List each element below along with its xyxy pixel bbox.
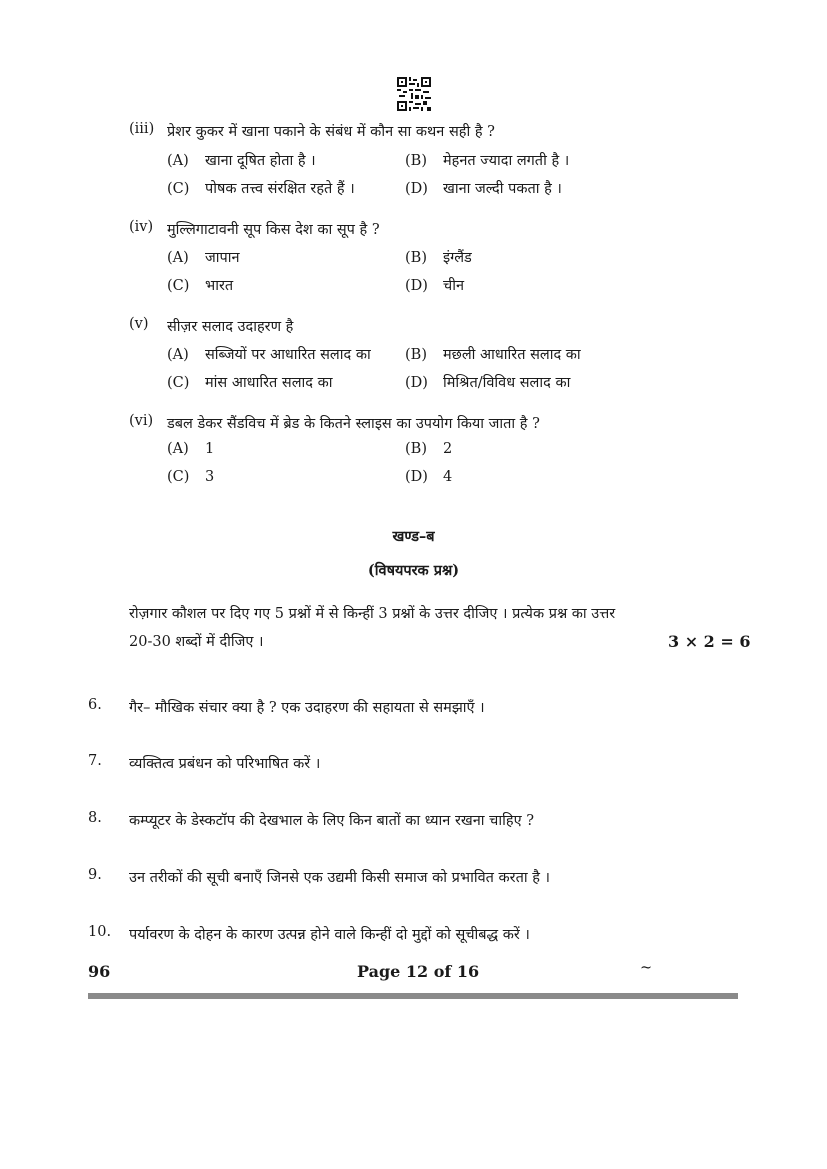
question-number: 7.: [88, 753, 102, 769]
question-number: (iv): [129, 219, 154, 235]
question-text: पर्यावरण के दोहन के कारण उत्पन्न होने वाले किन्हीं दो मुद्दों को सूचीबद्ध करें ।: [129, 927, 530, 943]
question-number: (iii): [129, 121, 155, 137]
question-number: 9.: [88, 867, 102, 883]
paper-code: 96: [88, 962, 111, 981]
option-d: (D) खाना जल्दी पकता है ।: [405, 181, 562, 197]
question-text: कम्प्यूटर के डेस्कटॉप की देखभाल के लिए किन बातों का ध्यान रखना चाहिए ?: [129, 813, 534, 829]
option-a: (A) खाना दूषित होता है ।: [167, 153, 316, 169]
question-number: 6.: [88, 697, 102, 713]
question-text: सीज़र सलाद उदाहरण है: [167, 319, 294, 335]
question-number: (vi): [129, 413, 154, 429]
qr-code: [397, 77, 431, 111]
page-number: Page 12 of 16: [357, 962, 480, 981]
question-text: मुल्लिगाटावनी सूप किस देश का सूप है ?: [167, 222, 380, 238]
section-instruction: रोज़गार कौशल पर दिए गए 5 प्रश्नों में से किन्हीं 3 प्रश्नों के उत्तर दीजिए । प्रत्येक प्रश्न का उत्तर: [129, 606, 616, 622]
option-b: (B) 2: [405, 441, 453, 457]
option-a: (A) सब्जियों पर आधारित सलाद का: [167, 347, 371, 363]
option-d: (D) चीन: [405, 278, 465, 294]
marks-allocation: 3 × 2 = 6: [668, 632, 751, 651]
option-d: (D) 4: [405, 469, 453, 485]
question-text: उन तरीकों की सूची बनाएँ जिनसे एक उद्यमी किसी समाज को प्रभावित करता है ।: [129, 870, 551, 886]
option-c: (C) पोषक तत्त्व संरक्षित रहते हैं ।: [167, 181, 355, 197]
question-text: व्यक्तित्व प्रबंधन को परिभाषित करें ।: [129, 756, 321, 772]
question-text: डबल डेकर सैंडविच में ब्रेड के कितने स्लाइस का उपयोग किया जाता है ?: [167, 416, 540, 432]
option-d: (D) मिश्रित/विविध सलाद का: [405, 375, 571, 391]
question-number: 8.: [88, 810, 102, 826]
footer-rule: [88, 993, 738, 999]
option-c: (C) मांस आधारित सलाद का: [167, 375, 333, 391]
option-b: (B) मछली आधारित सलाद का: [405, 347, 581, 363]
option-a: (A) जापान: [167, 250, 240, 266]
section-subtitle: (विषयपरक प्रश्न): [367, 562, 460, 579]
question-text: प्रेशर कुकर में खाना पकाने के संबंध में कौन सा कथन सही है ?: [167, 124, 495, 140]
option-a: (A) 1: [167, 441, 215, 457]
question-number: (v): [129, 316, 149, 332]
question-number: 10.: [88, 924, 112, 940]
option-b: (B) मेहनत ज्यादा लगती है ।: [405, 153, 570, 169]
option-c: (C) 3: [167, 469, 215, 485]
question-text: गैर– मौखिक संचार क्या है ? एक उदाहरण की सहायता से समझाएँ ।: [129, 700, 485, 716]
section-instruction-cont: 20-30 शब्दों में दीजिए ।: [129, 634, 264, 650]
section-title: खण्ड–ब: [392, 528, 435, 545]
footer-mark: ~: [640, 960, 653, 976]
option-c: (C) भारत: [167, 278, 234, 294]
option-b: (B) इंग्लैंड: [405, 250, 472, 266]
